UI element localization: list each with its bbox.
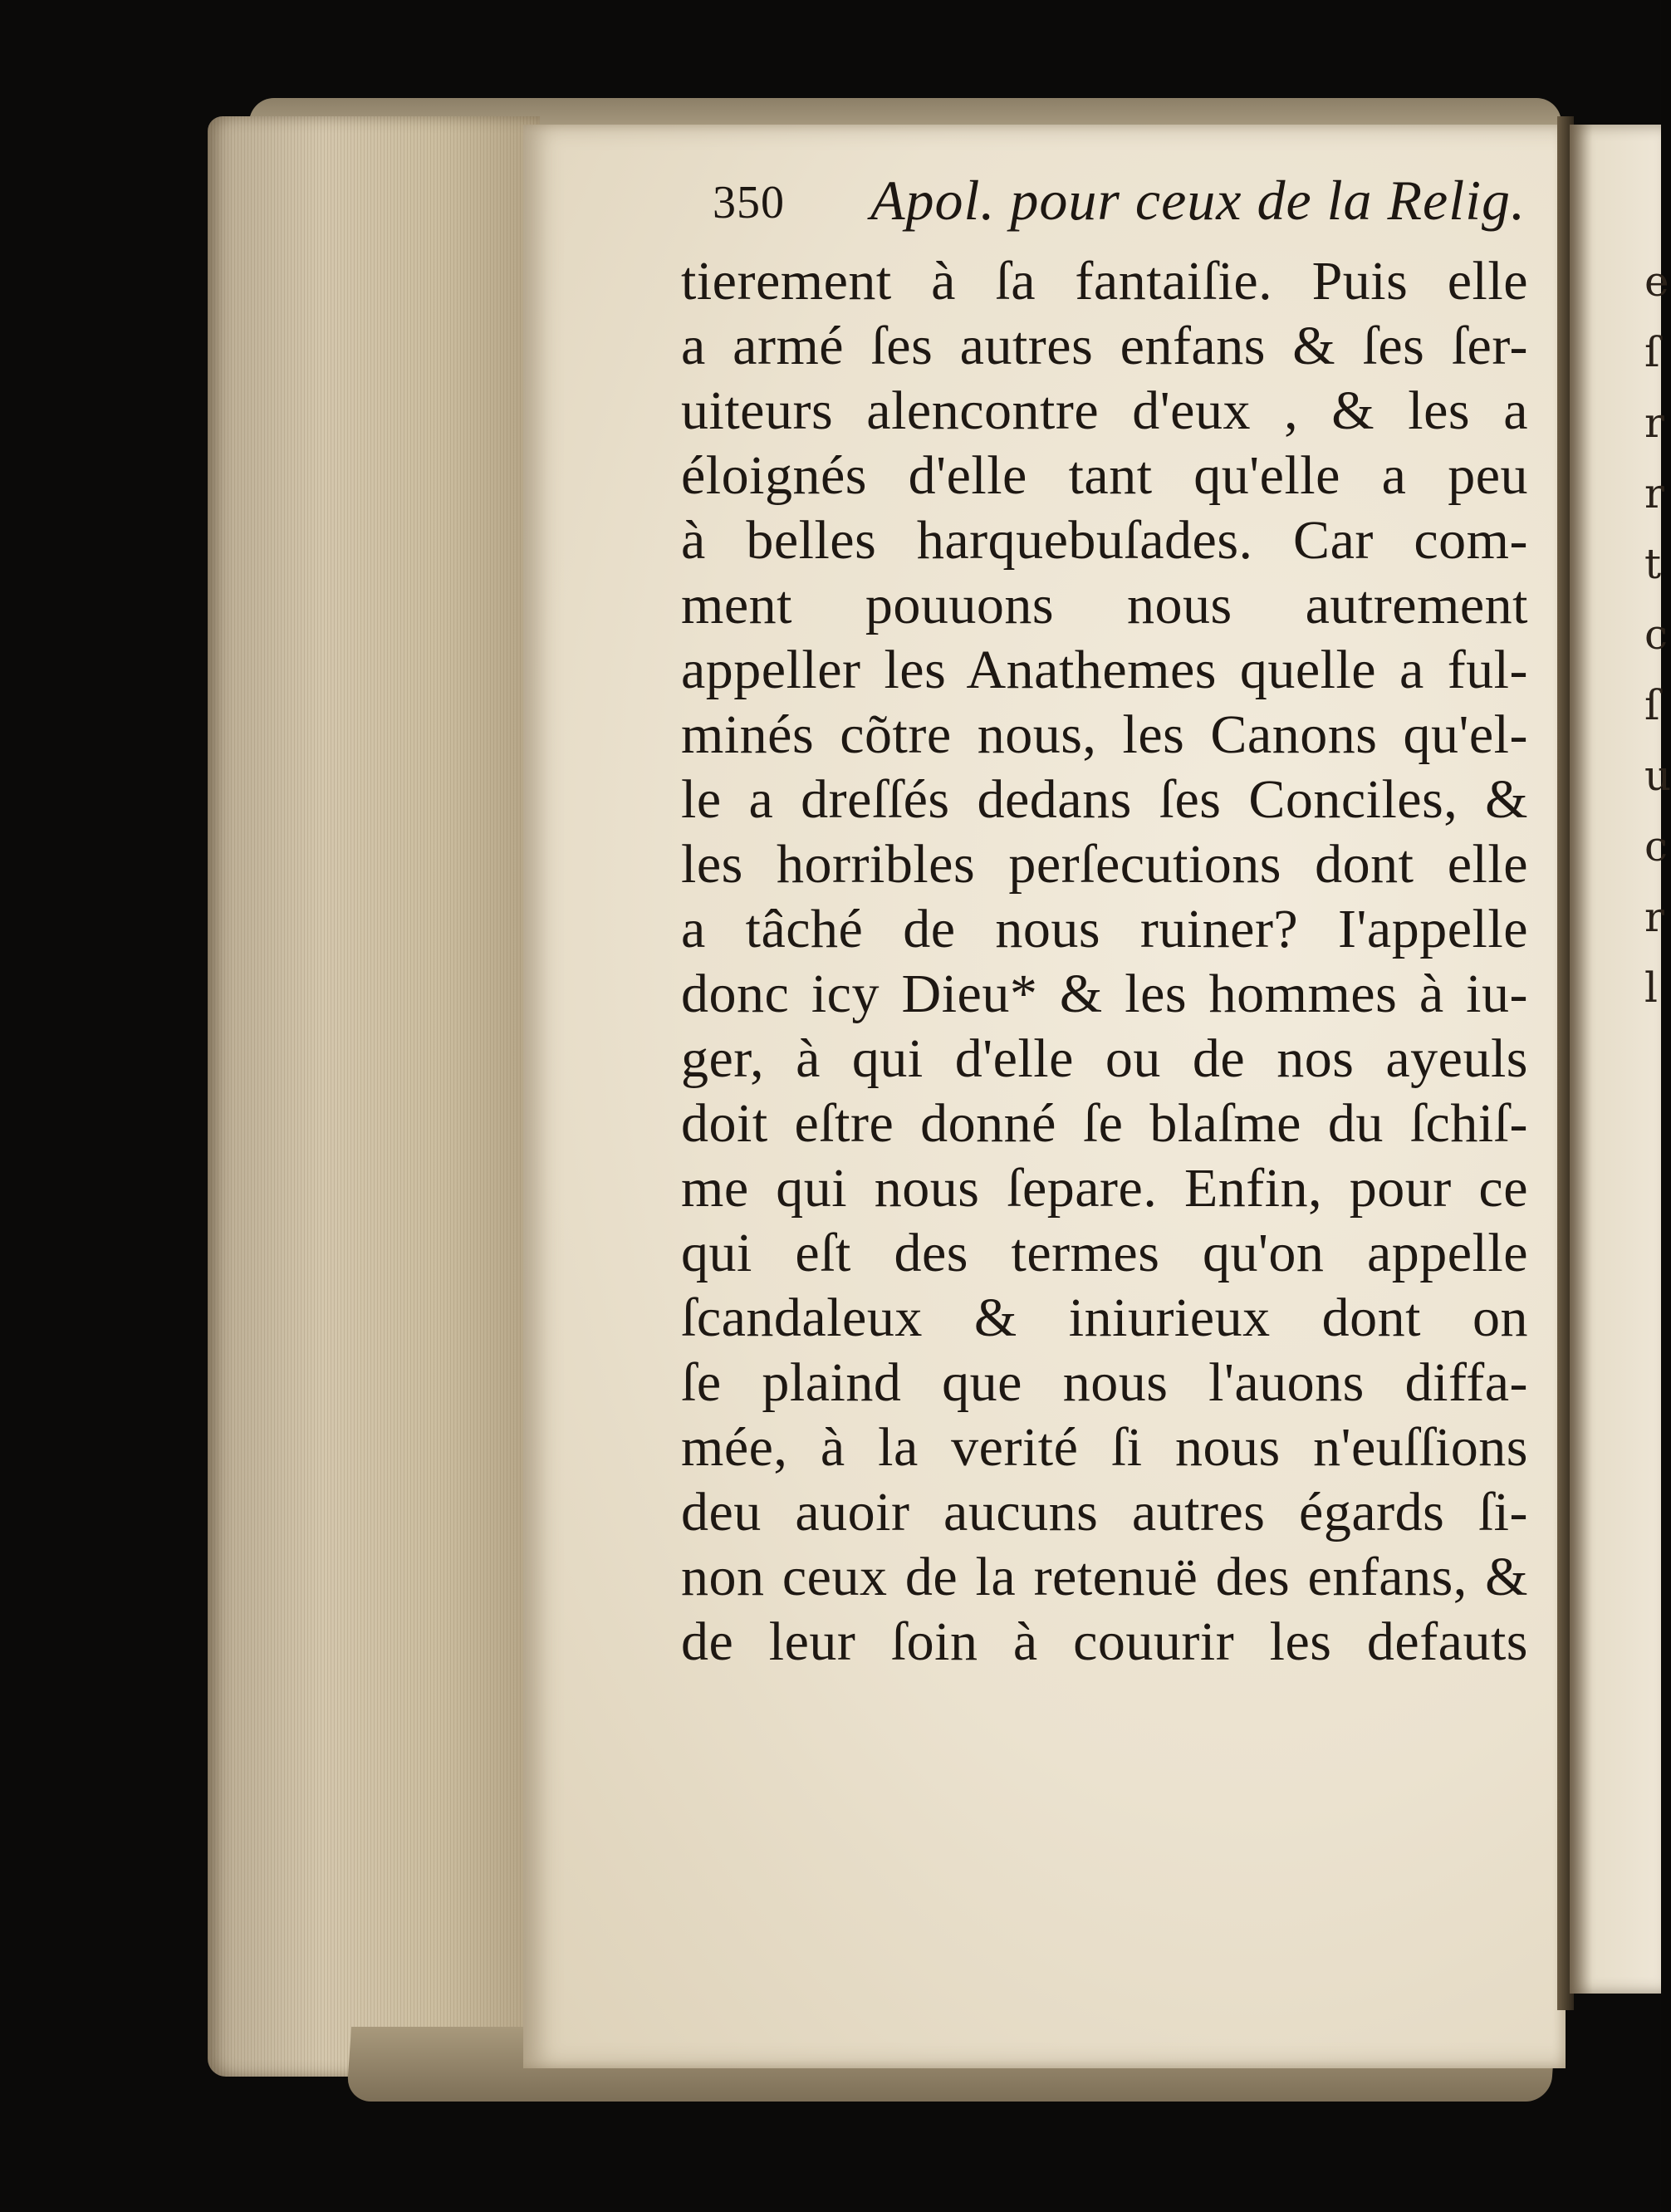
right-page-letter: ſ — [1644, 681, 1660, 729]
text-line: le a dreſſés dedans ſes Conciles, & — [681, 769, 1528, 830]
text-line: non ceux de la retenuë des enfans, & — [681, 1547, 1528, 1607]
text-line: qui eſt des termes qu'on appelle — [681, 1223, 1528, 1283]
right-page-letter: c — [1644, 822, 1669, 871]
text-line: a tâché de nous ruiner? I'appelle — [681, 899, 1528, 959]
text-line: les horribles perſecutions dont elle — [681, 834, 1528, 895]
right-page-letter: ſ — [1644, 328, 1660, 376]
book-fore-edge — [208, 116, 540, 2077]
text-line: minés cõtre nous, les Canons qu'el- — [681, 704, 1528, 765]
text-line: de leur ſoin à couurir les defauts — [681, 1611, 1528, 1672]
text-line: donc icy Dieu* & les hommes à iu- — [681, 964, 1528, 1024]
text-line: appeller les Anathemes quelle a ful- — [681, 640, 1528, 700]
right-page-letter: e — [1644, 257, 1669, 306]
text-line: tierement à ſa fantaiſie. Puis elle — [681, 251, 1528, 311]
running-title: Apol. pour ceux de la Relig. — [870, 169, 1526, 232]
text-line: uiteurs alencontre d'eux , & les a — [681, 380, 1528, 441]
text-line: ment pouuons nous autrement — [681, 575, 1528, 635]
text-line: mée, à la verité ſi nous n'euſſions — [681, 1417, 1528, 1478]
text-line: ſcandaleux & iniurieux dont on — [681, 1287, 1528, 1348]
page-text — [681, 249, 1528, 1675]
right-page-letter: t — [1644, 540, 1662, 588]
text-line: doit eſtre donné ſe blaſme du ſchiſ- — [681, 1093, 1528, 1154]
right-page-letter: r — [1644, 399, 1664, 447]
text-line: à belles harquebuſades. Car com- — [681, 510, 1528, 571]
running-head — [713, 169, 1543, 243]
right-page-letter: r — [1644, 893, 1664, 941]
right-page-letter: r — [1644, 469, 1664, 517]
text-line: ger, à qui d'elle ou de nos ayeuls — [681, 1028, 1528, 1089]
text-line: me qui nous ſepare. Enfin, pour ce — [681, 1158, 1528, 1219]
right-page-letter: c — [1644, 611, 1669, 659]
text-line: éloignés d'elle tant qu'elle a peu — [681, 445, 1528, 506]
text-line: ſe plaind que nous l'auons diffa- — [681, 1352, 1528, 1413]
text-line: deu auoir aucuns autres égards ſi- — [681, 1482, 1528, 1543]
text-line: a armé ſes autres enfans & ſes ſer- — [681, 316, 1528, 376]
page-number: 350 — [713, 177, 785, 228]
right-page-letter: l — [1644, 964, 1658, 1012]
right-page-letter: u — [1644, 752, 1671, 800]
